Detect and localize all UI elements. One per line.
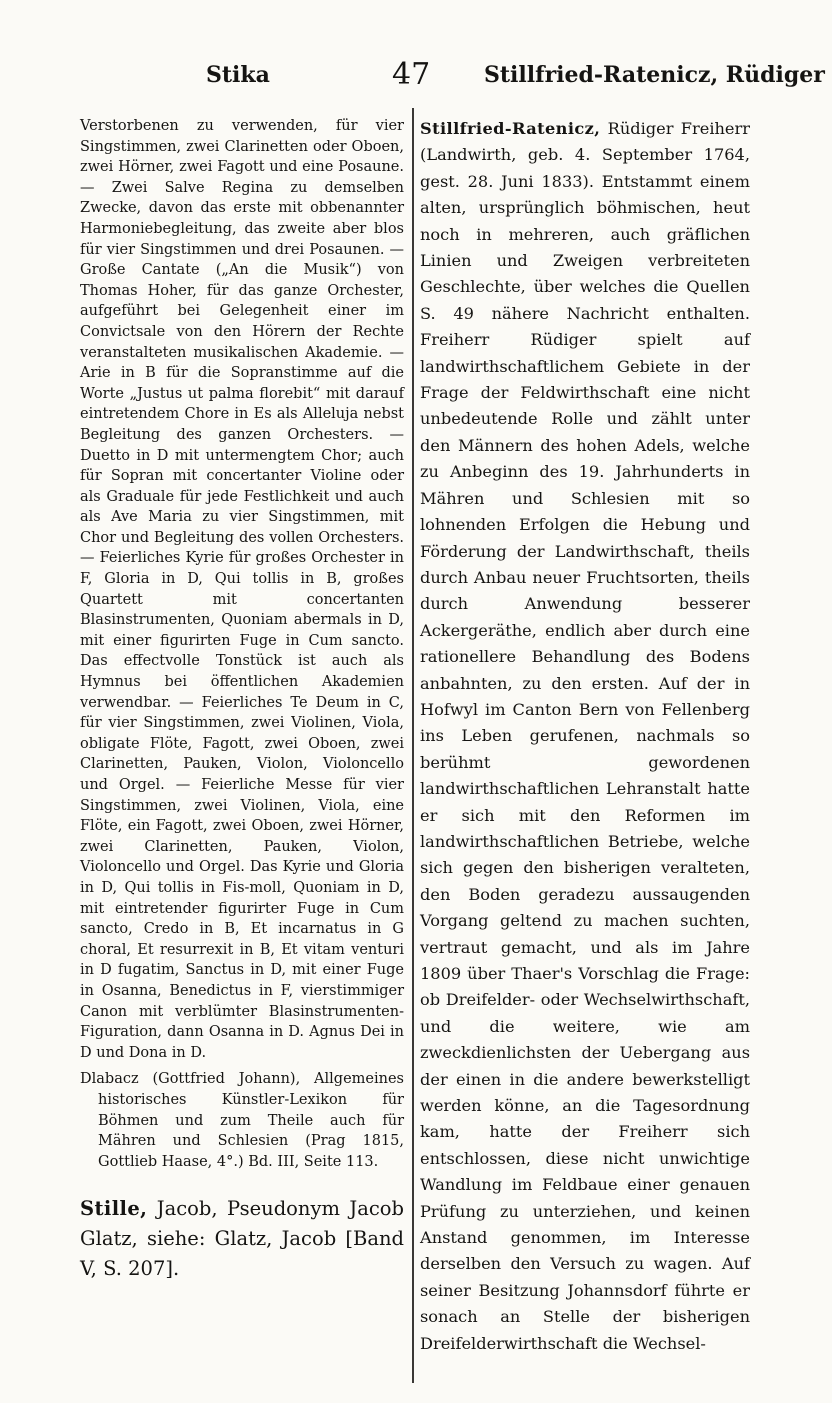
entry-intro: Rüdiger Freiherr (Landwirth, geb. 4. September 1764, gest. 28. Juni 1833).: [420, 119, 750, 191]
left-column: [80, 116, 404, 1284]
entry-stille-text: Jacob, Pseudonym Jacob Glatz, siehe: Glatz, Jacob [Band V, S. 207].: [80, 1197, 405, 1281]
source-citation: Dlabacz (Gottfried Johann), Allgemeines historisches Künstler-Lexikon für Böhmen und zum Theile auch für Mähren und Schlesien (Prag 1815, Gottlieb Haase, 4°.) Bd. III, Seite 113.: [80, 1071, 404, 1170]
column-divider: [412, 108, 414, 1383]
headword-stille: Stille,: [80, 1197, 148, 1221]
page-number: 47: [392, 57, 431, 92]
entry-stille: [80, 1194, 404, 1284]
entry-body-stika: Verstorbenen zu verwenden, für vier Singstimmen, zwei Clarinetten oder Oboen, zwei Hörner, zwei Fagott und eine Posaune. — Zwei Salve Regina zu demselben Zwecke, davon das erste mit obbenannter Harmoniebegleitung, das zweite aber blos für vier Singstimmen und drei Posaunen. — Große Cantate („An die Musik“) von Thomas Hoher, für das ganze Orchester, aufgeführt bei Gelegenheit einer im Convictsale von den Hörern der Rechte veranstalteten musikalischen Akademie. — Arie in B für die Sopranstimme auf die Worte „Justus ut palma florebit“ mit darauf eintretendem Chore in Es als Alleluja nebst Begleitung des ganzen Orchesters. — Duetto in D mit untermengtem Chor; auch für Sopran mit concertanter Violine oder als Graduale für jede Festlichkeit und auch als Ave Maria zu vier Singstimmen, mit Chor und Begleitung des vollen Orchesters. — Feierliches Kyrie für großes Orchester in F, Gloria in D, Qui tollis in B, großes Quartett mit concertanten Blasinstrumenten, Quoniam abermals in D, mit einer figurirten Fuge in Cum sancto. Das effectvolle Tonstück ist auch als Hymnus bei öffentlichen Akademien verwendbar. — Feierliches Te Deum in C, für vier Singstimmen, zwei Violinen, Viola, obligate Flöte, Fagott, zwei Oboen, zwei Clarinetten, Pauken, Violon, Violoncello und Orgel. — Feierliche Messe für vier Singstimmen, zwei Violinen, Viola, eine Flöte, ein Fagott, zwei Oboen, zwei Hörner, zwei Clarinetten, Pauken, Violon, Violoncello und Orgel. Das Kyrie und Gloria in D, Qui tollis in Fis-moll, Quoniam in D, mit eintretender figurirter Fuge in Cum sancto, Credo in B, Et incarnatus in G choral, Et resurrexit in B, Et vitam venturi in D fugatim, Sanctus in D, mit einer Fuge in Osanna, Benedictus in F, vierstimmiger Canon mit verblümter Blasinstrumenten-Figuration, dann Osanna in D. Agnus Dei in D und Dona in D.: [80, 118, 404, 1061]
page-header: [0, 57, 832, 96]
right-column: [420, 116, 750, 1357]
headword-stillfried: Stillfried-Ratenicz,: [420, 119, 601, 138]
entry-body-stillfried: Entstammt einem alten, ursprünglich böhmischen, heut noch in mehreren, auch gräflichen Linien und Zweigen verbreiteten Geschlechte, über welches die Quellen S. 49 nähere Nachricht enthalten. Freiherr Rüdiger spielt auf landwirthschaftlichem Gebiete in der Frage der Feldwirthschaft eine nicht unbedeutende Rolle und zählt unter den Männern des hohen Adels, welche zu Anbeginn des 19. Jahrhunderts in Mähren und Schlesien mit so lohnenden Erfolgen die Hebung und Förderung der Landwirthschaft, theils durch Anbau neuer Fruchtsorten, theils durch Anwendung besserer Ackergeräthe, endlich aber durch eine rationellere Behandlung des Bodens anbahnten, zu den ersten. Auf der in Hofwyl im Canton Bern von Fellenberg ins Leben gerufenen, nachmals so berühmt gewordenen landwirthschaftlichen Lehranstalt hatte er sich mit den Reformen im landwirthschaftlichen Betriebe, welche sich gegen den bisherigen veralteten, den Boden geradezu aussaugenden Vorgang geltend zu machen suchten, vertraut gemacht, und als im Jahre 1809 über Thaer's Vorschlag die Frage: ob Dreifelder- oder Wechselwirthschaft, und die weitere, wie am zweckdienlichsten der Uebergang aus der einen in die andere bewerkstelligt werden könne, an die Tagesordnung kam, hatte der Freiherr sich entschlossen, diese nicht unwichtige Wandlung im Feldbaue einer genauen Prüfung zu unterziehen, und keinen Anstand genommen, im Interesse derselben den Versuch zu wagen. Auf seiner Besitzung Johannsdorf führte er sonach an Stelle der bisherigen Dreifelderwirthschaft die Wechsel-: [420, 171, 750, 1353]
running-head-left: Stika: [206, 62, 270, 88]
entry-stillfried: [420, 116, 750, 1357]
running-head-right: Stillfried-Ratenicz, Rüdiger: [484, 62, 825, 88]
